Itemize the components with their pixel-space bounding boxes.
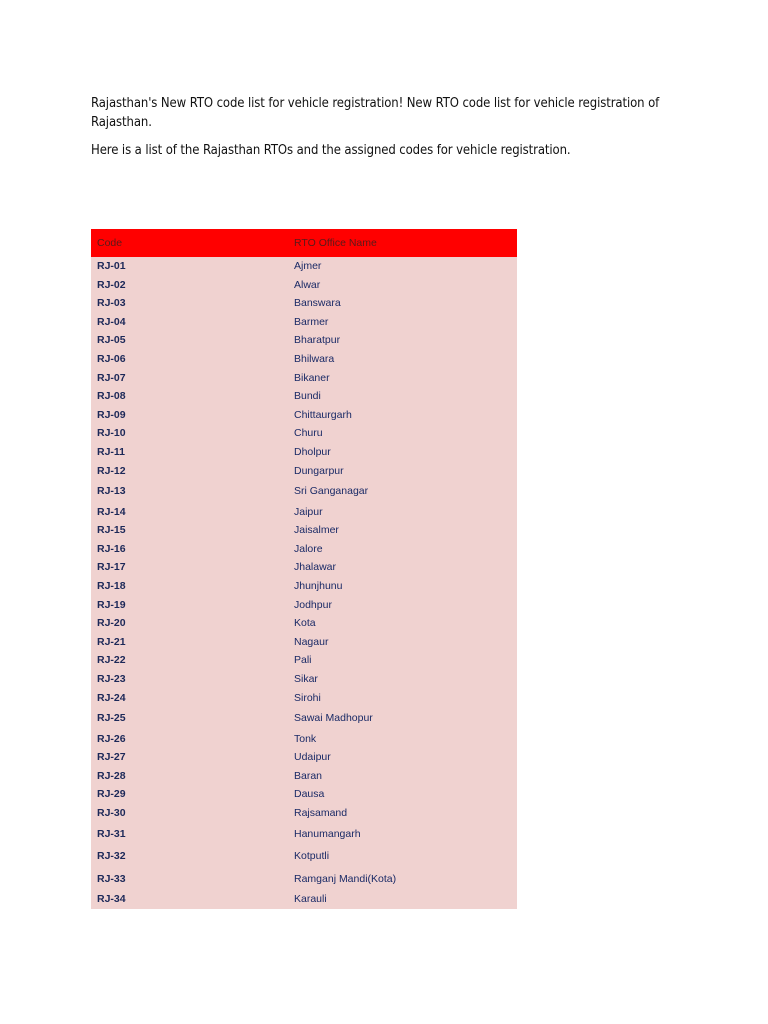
rto-code-cell: RJ-04 <box>91 313 288 332</box>
rto-office-name-cell: Nagaur <box>288 633 517 652</box>
rto-office-name-cell: Jodhpur <box>288 596 517 615</box>
header-code: Code <box>91 229 288 257</box>
table-row <box>91 614 517 633</box>
table-row <box>91 558 517 577</box>
rto-code-cell: RJ-31 <box>91 823 288 846</box>
rto-code-cell: RJ-27 <box>91 748 288 767</box>
table-row <box>91 633 517 652</box>
rto-code-cell: RJ-07 <box>91 369 288 388</box>
table-row <box>91 823 517 846</box>
rto-code-cell: RJ-02 <box>91 276 288 295</box>
table-row <box>91 424 517 443</box>
rto-code-cell: RJ-16 <box>91 540 288 559</box>
rto-code-cell: RJ-03 <box>91 294 288 313</box>
table-row <box>91 748 517 767</box>
rto-code-table <box>91 229 517 909</box>
rto-office-name-cell: Dholpur <box>288 443 517 462</box>
rto-office-name-cell: Dausa <box>288 785 517 804</box>
rto-code-cell: RJ-12 <box>91 462 288 481</box>
rto-code-cell: RJ-32 <box>91 845 288 868</box>
table-row <box>91 406 517 425</box>
rto-code-cell: RJ-26 <box>91 730 288 749</box>
table-row <box>91 540 517 559</box>
rto-code-cell: RJ-10 <box>91 424 288 443</box>
table-row <box>91 670 517 689</box>
table-row <box>91 480 517 503</box>
table-row <box>91 313 517 332</box>
table-row <box>91 369 517 388</box>
table-body <box>91 257 517 909</box>
rto-code-cell: RJ-08 <box>91 387 288 406</box>
rto-code-cell: RJ-22 <box>91 651 288 670</box>
rto-office-name-cell: Hanumangarh <box>288 823 517 846</box>
rto-code-cell: RJ-29 <box>91 785 288 804</box>
rto-office-name-cell: Karauli <box>288 890 517 909</box>
rto-office-name-cell: Sri Ganganagar <box>288 480 517 503</box>
rto-office-name-cell: Jaipur <box>288 503 517 522</box>
table-row <box>91 767 517 786</box>
rto-office-name-cell: Banswara <box>288 294 517 313</box>
rto-code-cell: RJ-23 <box>91 670 288 689</box>
table-row <box>91 785 517 804</box>
rto-code-cell: RJ-09 <box>91 406 288 425</box>
rto-office-name-cell: Alwar <box>288 276 517 295</box>
table-row <box>91 257 517 276</box>
table-row <box>91 443 517 462</box>
rto-code-cell: RJ-21 <box>91 633 288 652</box>
table-row <box>91 845 517 868</box>
table-row <box>91 387 517 406</box>
table-row <box>91 503 517 522</box>
rto-code-cell: RJ-01 <box>91 257 288 276</box>
table-row <box>91 577 517 596</box>
table-row <box>91 596 517 615</box>
rto-office-name-cell: Sikar <box>288 670 517 689</box>
table-row <box>91 521 517 540</box>
table-header-row <box>91 229 517 257</box>
rto-code-cell: RJ-24 <box>91 689 288 708</box>
header-rto-office-name: RTO Office Name <box>288 229 517 257</box>
rto-code-cell: RJ-25 <box>91 707 288 730</box>
rto-office-name-cell: Barmer <box>288 313 517 332</box>
rto-office-name-cell: Tonk <box>288 730 517 749</box>
rto-code-cell: RJ-18 <box>91 577 288 596</box>
table-row <box>91 276 517 295</box>
rto-code-cell: RJ-33 <box>91 868 288 891</box>
rto-code-cell: RJ-19 <box>91 596 288 615</box>
rto-office-name-cell: Sawai Madhopur <box>288 707 517 730</box>
rto-code-cell: RJ-28 <box>91 767 288 786</box>
rto-office-name-cell: Bharatpur <box>288 331 517 350</box>
rto-office-name-cell: Kotputli <box>288 845 517 868</box>
rto-office-name-cell: Churu <box>288 424 517 443</box>
rto-office-name-cell: Bikaner <box>288 369 517 388</box>
rto-code-cell: RJ-30 <box>91 804 288 823</box>
rto-office-name-cell: Bhilwara <box>288 350 517 369</box>
rto-code-cell: RJ-11 <box>91 443 288 462</box>
table-row <box>91 331 517 350</box>
rto-office-name-cell: Kota <box>288 614 517 633</box>
table-row <box>91 294 517 313</box>
rto-code-cell: RJ-34 <box>91 890 288 909</box>
table-row <box>91 730 517 749</box>
rto-office-name-cell: Jhalawar <box>288 558 517 577</box>
table-row <box>91 689 517 708</box>
table-row <box>91 804 517 823</box>
table-row <box>91 462 517 481</box>
rto-office-name-cell: Dungarpur <box>288 462 517 481</box>
rto-office-name-cell: Pali <box>288 651 517 670</box>
rto-office-name-cell: Jalore <box>288 540 517 559</box>
rto-code-cell: RJ-05 <box>91 331 288 350</box>
table-row <box>91 350 517 369</box>
rto-code-cell: RJ-20 <box>91 614 288 633</box>
rto-code-cell: RJ-06 <box>91 350 288 369</box>
intro-paragraph: Rajasthan's New RTO code list for vehicle registration! New RTO code list for vehicle registration of Rajasthan. <box>91 96 660 130</box>
rto-code-cell: RJ-14 <box>91 503 288 522</box>
table-row <box>91 890 517 909</box>
rto-code-cell: RJ-13 <box>91 480 288 503</box>
table-row <box>91 707 517 730</box>
rto-office-name-cell: Baran <box>288 767 517 786</box>
rto-code-cell: RJ-15 <box>91 521 288 540</box>
rto-office-name-cell: Jhunjhunu <box>288 577 517 596</box>
table-row <box>91 868 517 891</box>
rto-office-name-cell: Bundi <box>288 387 517 406</box>
rto-office-name-cell: Rajsamand <box>288 804 517 823</box>
rto-office-name-cell: Jaisalmer <box>288 521 517 540</box>
rto-office-name-cell: Ajmer <box>288 257 517 276</box>
rto-code-cell: RJ-17 <box>91 558 288 577</box>
rto-office-name-cell: Udaipur <box>288 748 517 767</box>
rto-office-name-cell: Ramganj Mandi(Kota) <box>288 868 517 891</box>
intro-subtitle: Here is a list of the Rajasthan RTOs and the assigned codes for vehicle registration. <box>91 143 571 158</box>
rto-office-name-cell: Chittaurgarh <box>288 406 517 425</box>
table-row <box>91 651 517 670</box>
rto-office-name-cell: Sirohi <box>288 689 517 708</box>
